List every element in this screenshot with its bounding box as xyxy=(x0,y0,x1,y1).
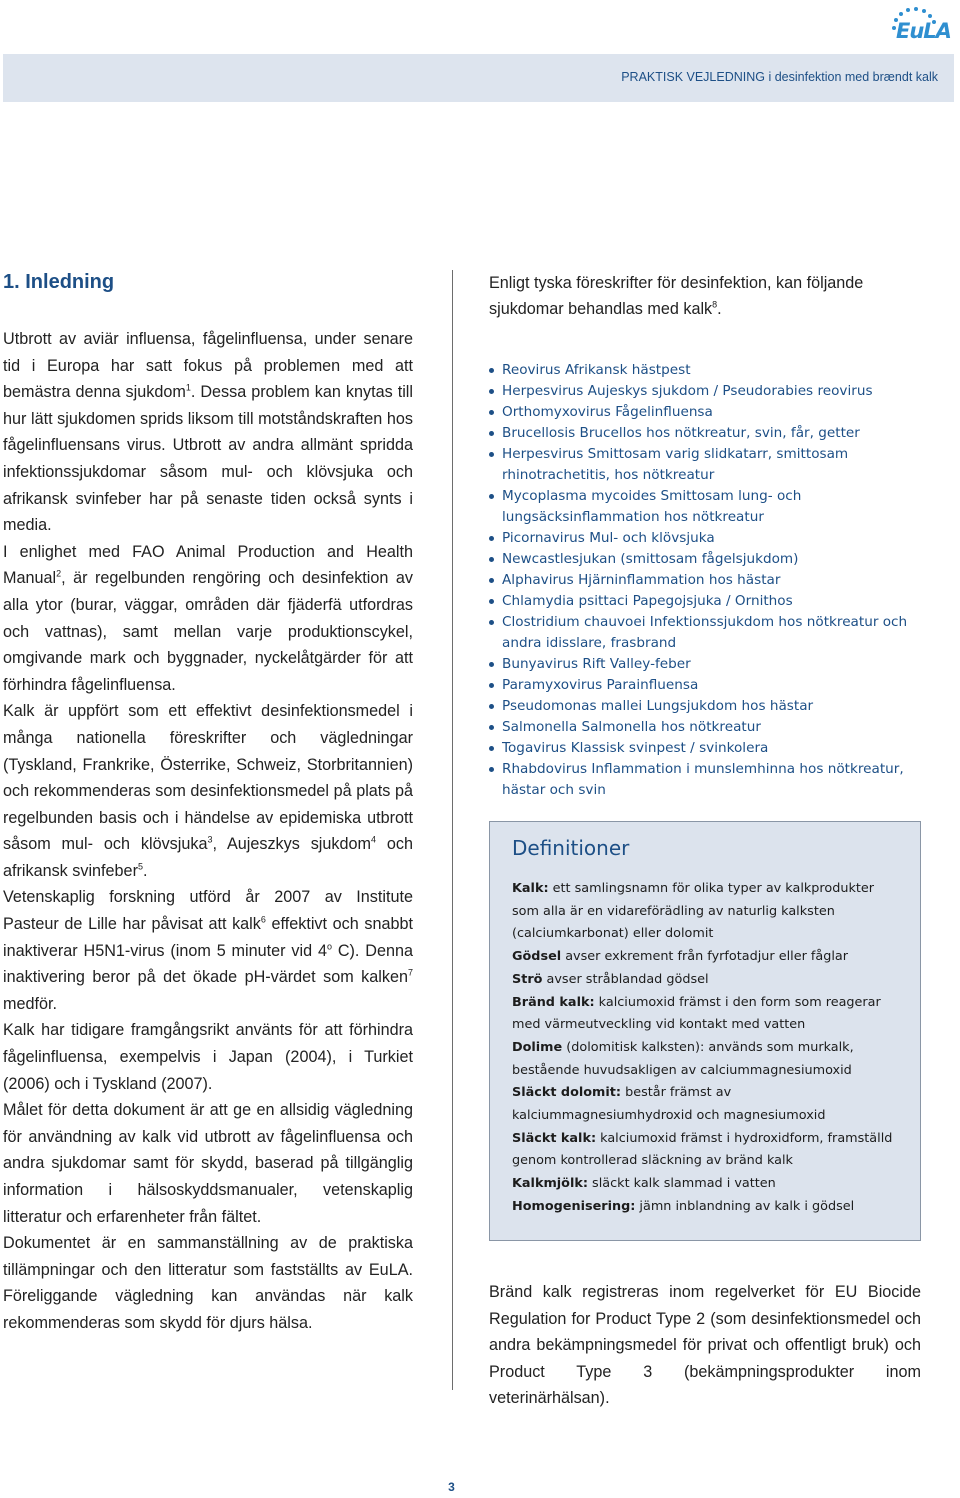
paragraph-5: Kalk har tidigare framgångsrikt använts för att förhindra fågelinfluensa, exempelvis i Japan (2004), i Turkiet (2006) och i Tyskland (2007). xyxy=(3,1021,413,1093)
bullet-icon xyxy=(489,431,494,436)
paragraph-3: Kalk är uppfört som ett effektivt desinfektionsmedel i många nationella föreskrifter och vägledningar (Tyskland, Frankrike, Österrike, Schweiz, Storbritannien) och rekommenderas som desinfektionsmedel på plats på regelbunden basis och i händelse av epidemiska utbrott såsom mul- och klövsjuka$^3$, Aujeszkys sjukdom$^4$ och afrikansk svinfeber$^5$. xyxy=(3,702,413,880)
disease-item: Herpesvirus Smittosam varig slidkatarr, smittosam rhinotrachetitis, hos nötkreatur xyxy=(489,444,921,486)
disease-item: Alphavirus Hjärninflammation hos hästar xyxy=(489,570,921,591)
disease-intro: Enligt tyska föreskrifter för desinfektion, kan följande sjukdomar behandlas med kalk$^8$. xyxy=(489,274,864,318)
definition-item xyxy=(512,1173,898,1196)
definition-text: kalciumoxid främst i hydroxidform, framställd genom kontrollerad släckning av bränd kalk xyxy=(512,1130,893,1169)
definition-item xyxy=(512,992,898,1037)
bullet-icon xyxy=(489,599,494,604)
paragraph-2: I enlighet med FAO Animal Production and Health Manual$^2$, är regelbunden rengöring och desinfektion av alla ytor (burar, väggar, områden där fjäderfä utfordras och vattnas), samt mellan varje produktionscykel, omgivande mark och byggnader, nyckelåtgärder för att förhindra fågelinfluensa. xyxy=(3,542,413,694)
definition-term: Gödsel xyxy=(512,949,562,965)
bullet-icon xyxy=(489,410,494,415)
bullet-icon xyxy=(489,557,494,562)
bullet-icon xyxy=(489,494,494,499)
logo-text: EuLA xyxy=(896,19,951,43)
bullet-icon xyxy=(489,683,494,688)
definition-term: Kalkmjölk: xyxy=(512,1176,588,1192)
disease-item: Bunyavirus Rift Valley-feber xyxy=(489,654,921,675)
bullet-icon xyxy=(489,389,494,394)
definition-text: avser exkrement från fyrfotadjur eller fåglar xyxy=(561,949,849,965)
definition-term: Dolime xyxy=(512,1039,563,1055)
bullet-icon xyxy=(489,452,494,457)
disease-item: Picornavirus Mul- och klövsjuka xyxy=(489,528,921,549)
closing-paragraph: Bränd kalk registreras inom regelverket för EU Biocide Regulation for Product Type 2 (som desinfektionsmedel och andra bekämpningsmedel för privat och offentligt bruk) och Product Type 3 (bekämpningsprodukter inom veterinärhälsan). xyxy=(489,1283,921,1408)
disease-item: Chlamydia psittaci Papegojsjuka / Ornithos xyxy=(489,591,921,612)
definition-term: Kalk: xyxy=(512,881,549,896)
definition-item xyxy=(512,1128,898,1173)
disease-item: Pseudomonas mallei Lungsjukdom hos hästar xyxy=(489,696,921,717)
column-divider xyxy=(452,270,453,1390)
paragraph-7: Dokumentet är en sammanställning av de praktiska tillämpningar och den litteratur som fastställts av EuLA. Föreliggande vägledning kan användas när kalk rekommenderas som skydd för djurs hälsa. xyxy=(3,1234,413,1332)
disease-item: Herpesvirus Aujeskys sjukdom / Pseudorabies reovirus xyxy=(489,381,921,402)
bullet-icon xyxy=(489,746,494,751)
paragraph-6: Målet för detta dokument är att ge en allsidig vägledning för användning av kalk vid utbrott av fågelinfluensa och andra sjukdomar samt för skydd, baserad på tillgänglig information i hälsoskyddsmanualer, vetenskaplig litteratur och erfarenheter från fältet. xyxy=(3,1101,413,1226)
disease-item: Mycoplasma mycoides Smittosam lung- och lungsäcksinflammation hos nötkreatur xyxy=(489,486,921,528)
bullet-icon xyxy=(489,704,494,709)
bullet-icon xyxy=(489,662,494,667)
definition-term: Bränd kalk: xyxy=(512,994,595,1010)
disease-item: Newcastlesjukan (smittosam fågelsjukdom) xyxy=(489,549,921,570)
definition-term: Strö xyxy=(512,971,543,987)
disease-item: Orthomyxovirus Fågelinfluensa xyxy=(489,402,921,423)
bullet-icon xyxy=(489,578,494,583)
paragraph-1: Utbrott av aviär influensa, fågelinfluensa, under senare tid i Europa har satt fokus på problemen med att bemästra denna sjukdom$^1$. Dessa problem kan knytas till hur lätt sjukdomen sprids liksom till motståndskraften hos fågelinfluensans virus. Utbrott av andra allmänt spridda infektionssjukdomar såsom mul- och klövsjuka och afrikansk svinfeber har på senaste tiden också synts i media. xyxy=(3,330,413,535)
disease-item: Togavirus Klassisk svinpest / svinkolera xyxy=(489,738,921,759)
bullet-icon xyxy=(489,368,494,373)
disease-list xyxy=(489,360,921,801)
section-heading: 1. Inledning xyxy=(3,271,115,293)
disease-item: Paramyxovirus Parainfluensa xyxy=(489,675,921,696)
definition-term: Släckt kalk: xyxy=(512,1130,597,1146)
definition-text: kalciumoxid främst i den form som reagerar med värmeutveckling vid kontakt med vatten xyxy=(512,994,881,1033)
disease-item: Salmonella Salmonella hos nötkreatur xyxy=(489,717,921,738)
definition-text: släckt kalk slammad i vatten xyxy=(587,1176,776,1192)
right-column xyxy=(489,270,921,1428)
eula-logo xyxy=(884,6,954,44)
definitions-list xyxy=(512,878,898,1219)
disease-item: Reovirus Afrikansk hästpest xyxy=(489,360,921,381)
definition-term: Släckt dolomit: xyxy=(512,1085,621,1101)
disease-item: Clostridium chauvoei Infektionssjukdom hos nötkreatur och andra idisslare, frasbrand xyxy=(489,612,921,654)
bullet-icon xyxy=(489,536,494,541)
definition-text: avser stråblandad gödsel xyxy=(542,971,709,987)
document-title: PRAKTISK VEJLEDNING i desinfektion med brændt kalk xyxy=(621,70,938,84)
definition-item xyxy=(512,1196,898,1219)
definition-text: består främst av kalciummagnesiumhydroxid och magnesiumoxid xyxy=(512,1085,826,1124)
disease-item: Brucellosis Brucellos hos nötkreatur, svin, får, getter xyxy=(489,423,921,444)
definition-text: (dolomitisk kalksten): används som murkalk, bestående huvudsakligen av calciummagnesiumoxid xyxy=(512,1039,854,1078)
definition-item xyxy=(512,946,898,969)
paragraph-4: Vetenskaplig forskning utförd år 2007 av Institute Pasteur de Lille har påvisat att kalk$^6$ effektivt och snabbt inaktiverar H5N1-virus (inom 5 minuter vid 4$^o$ C). Denna inaktivering beror på det ökade pH-värdet som kalken$^7$ medför. xyxy=(3,888,413,1013)
page-number: 3 xyxy=(448,1480,455,1494)
left-column xyxy=(3,268,413,1337)
definition-item xyxy=(512,1037,898,1082)
definitions-title: Definitioner xyxy=(512,836,630,860)
definition-text: ett samlingsnamn för olika typer av kalkprodukter som alla är en vidareförädling av naturlig kalksten (calciumkarbonat) eller dolomit xyxy=(512,881,875,942)
bullet-icon xyxy=(489,725,494,730)
disease-item: Rhabdovirus Inflammation i munslemhinna hos nötkreatur, hästar och svin xyxy=(489,759,921,801)
definitions-box xyxy=(489,821,921,1241)
definition-item xyxy=(512,969,898,992)
definition-item xyxy=(512,1082,898,1127)
bullet-icon xyxy=(489,767,494,772)
definition-item xyxy=(512,878,898,946)
definition-term: Homogenisering: xyxy=(512,1198,636,1214)
definition-text: jämn inblandning av kalk i gödsel xyxy=(635,1198,855,1214)
header-band xyxy=(3,54,954,102)
bullet-icon xyxy=(489,620,494,625)
